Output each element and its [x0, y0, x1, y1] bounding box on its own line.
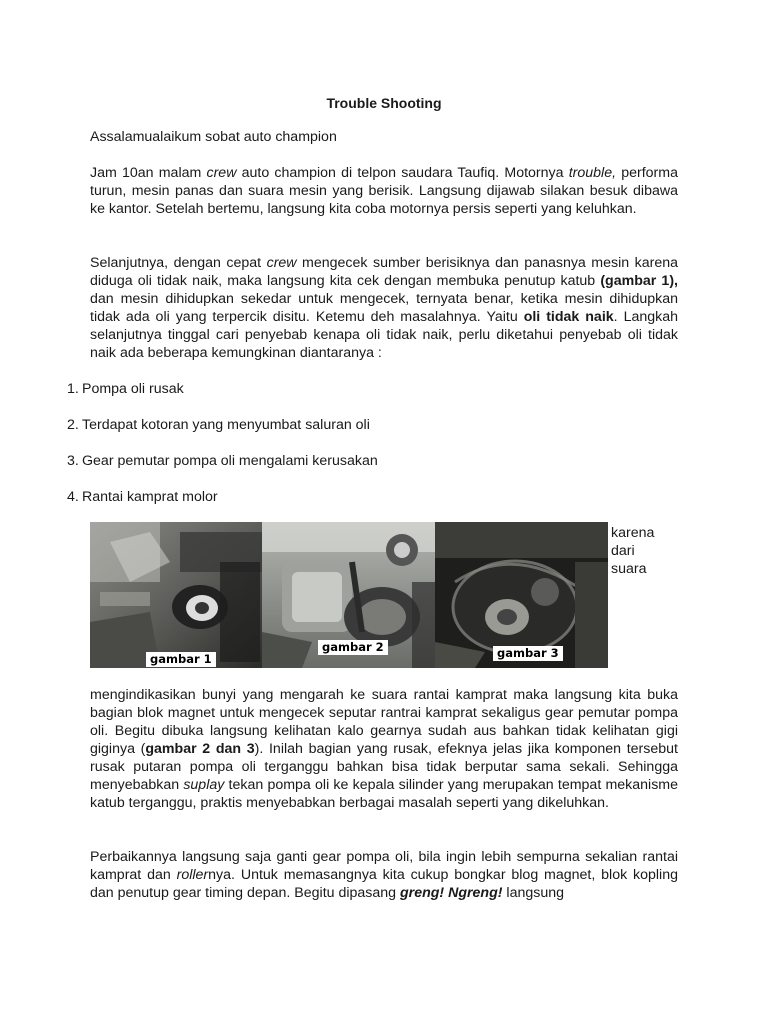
photo-gambar-2 [262, 522, 435, 668]
p4-text-b: nya. Untuk memasangnya kita cukup bongkar blog magnet, blok kopling dan penutup gear timing depan. Begitu dipasang [90, 867, 678, 901]
list-number: 2. [67, 417, 79, 433]
p4-text-a: Perbaikannya langsung saja ganti gear pompa oli, bila ingin lebih sempurna sekalian rantai kamprat dan [90, 849, 678, 883]
photo-caption: gambar 2 [318, 640, 388, 655]
paragraph-1 [90, 164, 678, 218]
page-title: Trouble Shooting [326, 95, 442, 111]
list-text: Terdapat kotoran yang menyumbat saluran oli [82, 417, 370, 433]
p1-trouble-italic: trouble, [568, 165, 617, 181]
list-text: Gear pemutar pompa oli mengalami kerusakan [82, 453, 378, 469]
p1-text-c: performa turun, mesin panas dan suara mesin yang berisik. Langsung dijawab silakan besuk dibawa ke kantor. Setelah bertemu, langsung kita coba motornya persis seperti yang keluhkan. [90, 165, 678, 217]
list-item [67, 380, 184, 398]
photo-gambar-1 [90, 522, 262, 668]
p3-text-b: ). Inilah bagian yang rusak, efeknya jelas jika komponen tersebut rusak putaran pompa oli terganggu bahkan bisa tidak berputar sama sekali. Sehingga menyebabkan [90, 741, 678, 793]
list-item [67, 416, 370, 434]
list-item [67, 488, 218, 506]
p1-text-b: auto champion di telpon saudara Taufiq. Motornya [236, 165, 569, 181]
side-word: dari [611, 543, 635, 559]
p4-text-c: langsung [502, 885, 564, 901]
p2-text-d: . Langkah selanjutnya tinggal cari penyebab kenapa oli tidak naik, perlu diketahui penyebab oli tidak naik ada beberapa kemungkinan diantaranya : [90, 309, 679, 361]
paragraph-4 [90, 848, 678, 902]
p1-crew-italic: crew [206, 165, 237, 181]
photo-gambar-3 [435, 522, 608, 668]
p3-suplay-italic: suplay [183, 777, 225, 793]
list-item [67, 452, 378, 470]
list-text: Pompa oli rusak [82, 381, 184, 397]
p2-text-a: Selanjutnya, dengan cepat [90, 255, 267, 271]
photo-strip [90, 522, 608, 668]
p4-roller-italic: roller [176, 867, 209, 883]
photo-caption: gambar 1 [146, 652, 216, 667]
paragraph-2 [90, 254, 678, 362]
p3-text-a: mengindikasikan bunyi yang mengarah ke suara rantai kamprat maka langsung kita buka bagian blok magnet untuk mengecek seputar rantrai kamprat sekaligus gear pemutar pompa oli. Begitu dibuka langsung kelihatan kalo gearnya sudah aus bahkan tidak kelihatan gigi giginya ( [90, 687, 678, 757]
list-number: 1. [67, 381, 79, 397]
side-text [611, 524, 671, 578]
list-number: 4. [67, 489, 79, 505]
paragraph-3 [90, 686, 678, 812]
p4-greng-bold-italic: greng! Ngreng! [400, 885, 503, 901]
p1-text-a: Jam 10an malam [90, 165, 207, 181]
photo-caption: gambar 3 [493, 646, 563, 661]
p2-text-c: dan mesin dihidupkan sekedar untuk mengecek, ternyata benar, ketika mesin dihidupkan tidak ada oli yang terpercik disitu. Ketemu deh masalahnya. Yaitu [90, 291, 678, 325]
p2-crew-italic: crew [266, 255, 297, 271]
side-word: suara [611, 561, 647, 577]
p2-gambar1-bold: (gambar 1), [600, 273, 678, 289]
p3-text-c: tekan pompa oli ke kepala silinder yang merupakan tempat mekanisme katub terganggu, praktis menyebabkan berbagai masalah seperti yang dikeluhkan. [90, 777, 678, 811]
p3-gambar23-bold: gambar 2 dan 3 [145, 741, 255, 757]
list-text: Rantai kamprat molor [82, 489, 218, 505]
p2-oli-bold: oli tidak naik [523, 309, 614, 325]
engine-photo-1 [90, 522, 262, 668]
side-word: karena [611, 525, 655, 541]
list-number: 3. [67, 453, 79, 469]
p2-text-b: mengecek sumber berisiknya dan panasnya mesin karena diduga oli tidak naik, maka langsung kita cek dengan membuka penutup katub [90, 255, 679, 289]
greeting-paragraph: Assalamualaikum sobat auto champion [90, 129, 337, 145]
